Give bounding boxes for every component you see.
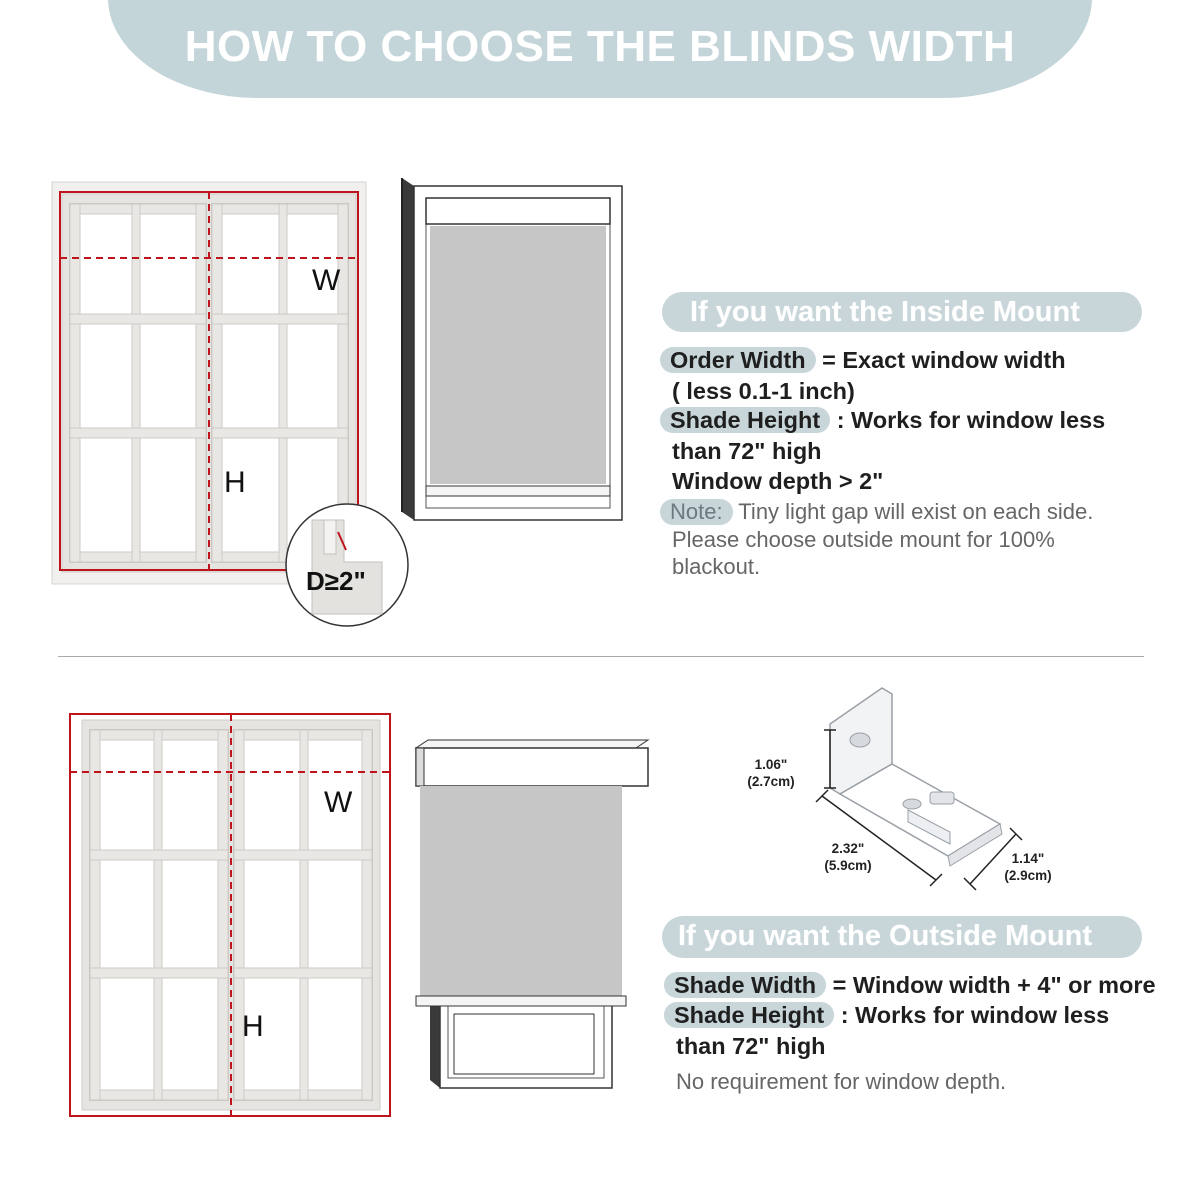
bracket-width-dim bbox=[990, 850, 1066, 884]
outside-shade-fabric bbox=[420, 786, 622, 998]
outside-h-label: H bbox=[242, 1010, 264, 1043]
inside-mount-heading: If you want the Inside Mount bbox=[662, 292, 1142, 332]
inside-shade-height-line bbox=[660, 405, 1105, 435]
shade-width-chip: Shade Width bbox=[664, 972, 826, 998]
inside-shade-illustration bbox=[400, 176, 626, 526]
outside-shade-height-text: : Works for window less bbox=[834, 1002, 1110, 1028]
order-width-chip: Order Width bbox=[660, 347, 816, 373]
inside-shade-height-chip: Shade Height bbox=[660, 407, 830, 433]
inside-w-label: W bbox=[312, 264, 341, 297]
bracket-width-in: 1.14" bbox=[1011, 851, 1045, 866]
inside-shade-fabric bbox=[430, 226, 606, 484]
inside-shade-height-text: : Works for window less bbox=[830, 407, 1106, 433]
note-chip: Note: bbox=[660, 499, 733, 525]
inside-h-label: H bbox=[224, 466, 246, 499]
note-line-2: Please choose outside mount for 100% bbox=[672, 527, 1055, 552]
inside-note bbox=[660, 498, 1093, 525]
window-depth-text: Window depth > 2" bbox=[672, 468, 884, 494]
bracket-length-cm: (5.9cm) bbox=[824, 858, 872, 873]
order-width-line bbox=[660, 345, 1066, 375]
bracket-length-in: 2.32" bbox=[831, 841, 865, 856]
bracket-height-dim bbox=[736, 756, 806, 790]
section-divider bbox=[58, 656, 1144, 657]
no-depth-requirement: No requirement for window depth. bbox=[676, 1069, 1007, 1094]
note-line-3: blackout. bbox=[672, 554, 761, 579]
outside-mount-heading: If you want the Outside Mount bbox=[662, 916, 1142, 958]
bracket-width-cm: (2.9cm) bbox=[1004, 868, 1052, 883]
order-width-text: = Exact window width bbox=[815, 347, 1066, 373]
order-width-sub: ( less 0.1-1 inch) bbox=[672, 378, 855, 404]
depth-magnifier bbox=[284, 502, 414, 632]
outside-shade-height-line bbox=[664, 1000, 1109, 1030]
outside-shade-height-chip: Shade Height bbox=[664, 1002, 834, 1028]
bracket-length-dim bbox=[810, 840, 886, 874]
inside-shade-height-sub: than 72" high bbox=[672, 438, 822, 464]
bracket-height-cm: (2.7cm) bbox=[747, 774, 795, 789]
note-line-1: Tiny light gap will exist on each side. bbox=[732, 499, 1094, 524]
shade-width-line bbox=[664, 970, 1156, 1000]
outside-shade-height-sub: than 72" high bbox=[676, 1033, 826, 1059]
outside-w-label: W bbox=[324, 786, 353, 819]
outside-shade-illustration bbox=[412, 738, 654, 1092]
bracket-height-in: 1.06" bbox=[754, 757, 788, 772]
outside-window-illustration bbox=[68, 712, 394, 1120]
page-title: HOW TO CHOOSE THE BLINDS WIDTH bbox=[184, 22, 1016, 71]
shade-width-text: = Window width + 4" or more bbox=[826, 972, 1156, 998]
depth-label: D≥2" bbox=[306, 566, 366, 596]
